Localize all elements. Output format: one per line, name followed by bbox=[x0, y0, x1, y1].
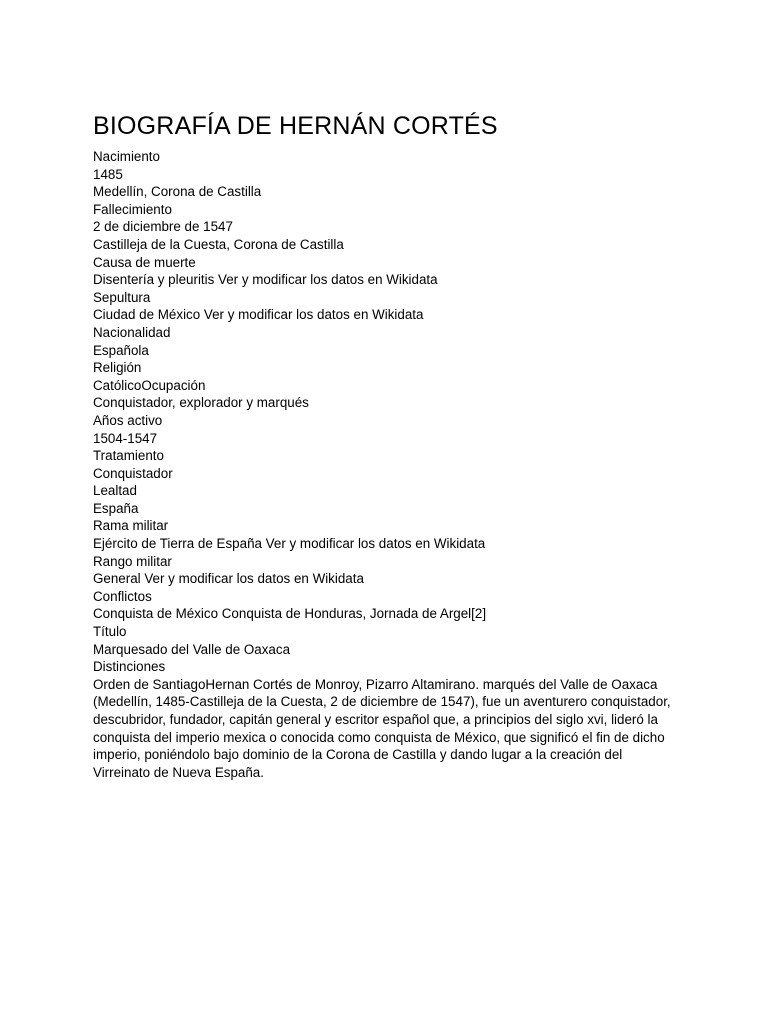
field-value-religion-occupation: CatólicoOcupación bbox=[93, 377, 206, 393]
field-value-cause-of-death: Disentería y pleuritis Ver y modificar los datos en Wikidata bbox=[93, 272, 438, 288]
biography-paragraph: Orden de SantiagoHernan Cortés de Monroy, Pizarro Altamirano. marqués del Valle de Oaxaca (Medellín, 1485-Castilleja de la Cuesta, 2 de diciembre de 1547), fue un aventurero conquistador, descubridor, fundador, capitán general y escritor español que, a principios del siglo xvi, lideró la conquista del imperio mexica o conocida como conquista de México, que significó el fin de dicho imperio, poniéndolo bajo dominio de la Corona de Castilla y dando lugar a la creación del Virreinato de Nueva España. bbox=[93, 676, 671, 780]
field-value-death-place: Castilleja de la Cuesta, Corona de Castilla bbox=[93, 236, 344, 252]
field-value-burial: Ciudad de México Ver y modificar los datos en Wikidata bbox=[93, 307, 424, 323]
document-content bbox=[93, 110, 678, 781]
field-value-active-years: 1504-1547 bbox=[93, 430, 158, 446]
field-label-sepultura: Sepultura bbox=[93, 289, 151, 305]
field-value-occupation: Conquistador, explorador y marqués bbox=[93, 395, 309, 411]
field-value-allegiance: España bbox=[93, 500, 139, 516]
field-label-religion: Religión bbox=[93, 360, 142, 376]
field-value-birth-place: Medellín, Corona de Castilla bbox=[93, 184, 262, 200]
field-value-death-date: 2 de diciembre de 1547 bbox=[93, 219, 233, 235]
field-value-conflicts: Conquista de México Conquista de Honduras, Jornada de Argel[2] bbox=[93, 606, 487, 622]
field-label-anos-activo: Años activo bbox=[93, 412, 163, 428]
field-label-conflictos: Conflictos bbox=[93, 588, 152, 604]
field-label-rama-militar: Rama militar bbox=[93, 518, 169, 534]
field-label-nacimiento: Nacimiento bbox=[93, 149, 160, 164]
field-label-tratamiento: Tratamiento bbox=[93, 448, 164, 464]
field-label-distinciones: Distinciones bbox=[93, 659, 166, 675]
field-value-nationality: Española bbox=[93, 342, 149, 358]
field-label-nacionalidad: Nacionalidad bbox=[93, 324, 171, 340]
field-value-birth-year: 1485 bbox=[93, 166, 123, 182]
field-value-military-rank: General Ver y modificar los datos en Wikidata bbox=[93, 571, 364, 587]
field-label-lealtad: Lealtad bbox=[93, 483, 137, 499]
field-label-titulo: Título bbox=[93, 624, 127, 640]
field-label-causa-de-muerte: Causa de muerte bbox=[93, 254, 196, 270]
field-value-title: Marquesado del Valle de Oaxaca bbox=[93, 641, 291, 657]
field-label-rango-militar: Rango militar bbox=[93, 553, 172, 569]
field-value-treatment: Conquistador bbox=[93, 465, 173, 481]
field-value-military-branch: Ejército de Tierra de España Ver y modificar los datos en Wikidata bbox=[93, 536, 486, 552]
document-title: BIOGRAFÍA DE HERNÁN CORTÉS bbox=[93, 112, 498, 140]
field-label-fallecimiento: Fallecimiento bbox=[93, 201, 172, 217]
